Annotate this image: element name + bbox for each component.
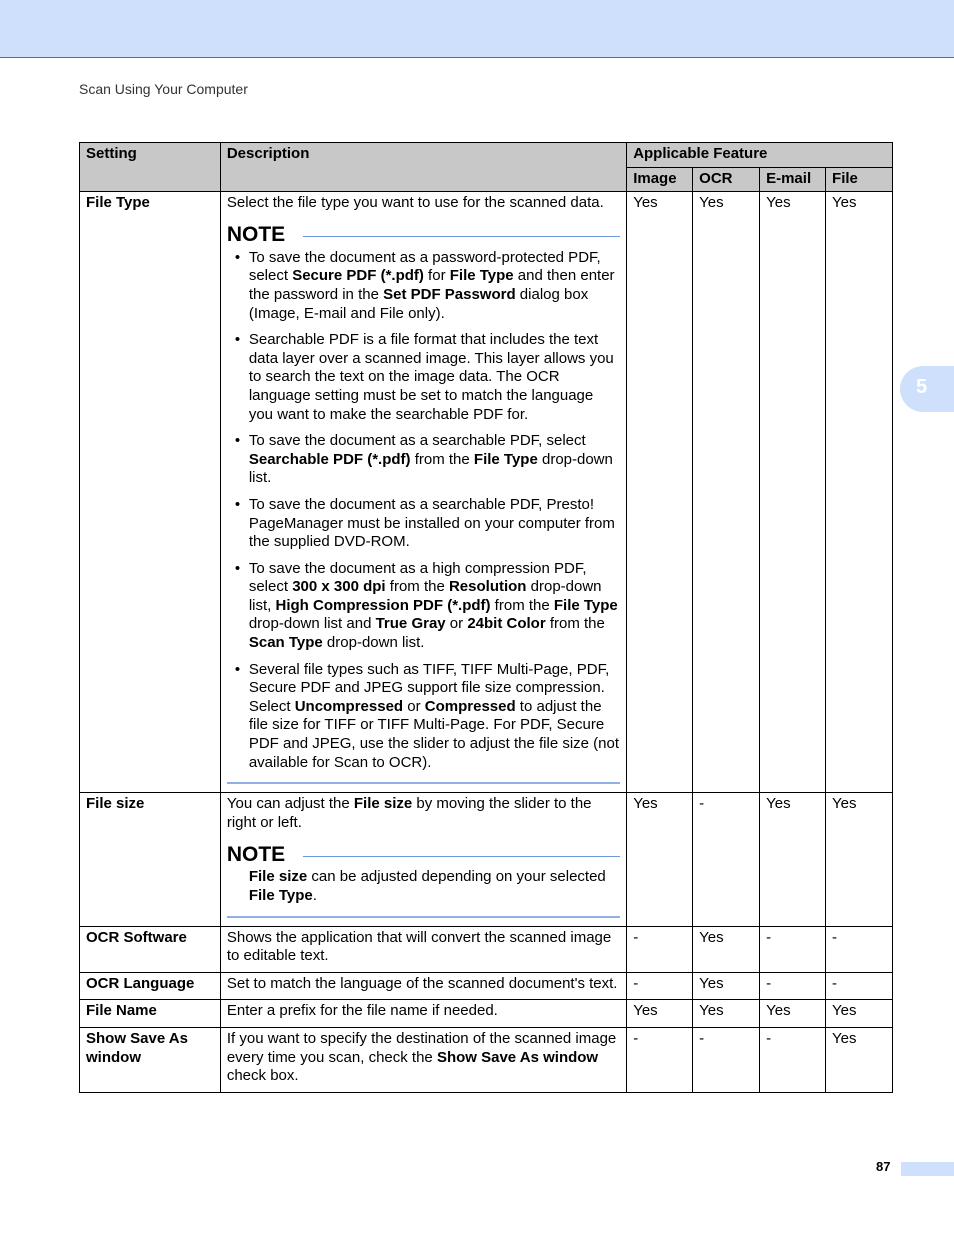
bold-term: File Type (248, 887, 313, 904)
image-cell: - (627, 926, 693, 972)
table-row (80, 926, 893, 972)
table-row (80, 1027, 893, 1092)
email-cell: Yes (760, 192, 826, 793)
ocr-cell: Yes (693, 972, 760, 1000)
header-description: Description (220, 143, 626, 192)
bold-term: 24bit Color (467, 615, 546, 633)
bold-term: Show Save As window (436, 1048, 599, 1066)
description-cell: Set to match the language of the scanned document's text. (220, 972, 626, 1000)
bold-term: File size (248, 868, 308, 886)
table-row (80, 793, 893, 926)
bold-term: True Gray (375, 615, 446, 633)
image-cell: - (627, 972, 693, 1000)
bold-term: 300 x 300 dpi (292, 578, 386, 596)
ocr-cell: Yes (693, 1000, 760, 1028)
file-cell: - (826, 972, 893, 1000)
bold-term: Searchable PDF (*.pdf) (248, 450, 411, 468)
ocr-cell: Yes (693, 192, 760, 793)
file-cell: Yes (826, 1000, 893, 1028)
setting-cell: File Type (80, 192, 221, 793)
note-block (227, 842, 620, 917)
email-cell: - (760, 972, 826, 1000)
bold-term: Scan Type (248, 634, 323, 652)
table-row (80, 972, 893, 1000)
description-cell (220, 793, 626, 926)
email-cell: Yes (760, 1000, 826, 1028)
chapter-number: 5 (916, 376, 928, 398)
description-cell: If you want to specify the destination of the scanned image every time you scan, check the Show Save As window check box. (220, 1027, 626, 1092)
note-header (227, 842, 620, 868)
note-item: • Searchable PDF is a file format that includes the text data layer over a scanned image. This layer allows you to search the text on the image data. The OCR language setting must be set to match the language you want to make the searchable PDF for. (227, 331, 620, 424)
file-cell: Yes (826, 1027, 893, 1092)
note-title: NOTE (226, 843, 286, 867)
bold-term: Uncompressed (294, 697, 404, 715)
description-text: Select the file type you want to use for the scanned data. (226, 194, 604, 212)
note-text: File size can be adjusted depending on your selected File Type. (248, 868, 606, 904)
note-item: • To save the document as a searchable PDF, select Searchable PDF (*.pdf) from the File Type drop-down list. (227, 432, 620, 488)
ocr-cell: Yes (693, 926, 760, 972)
image-cell: - (627, 1027, 693, 1092)
note-title: NOTE (226, 223, 286, 247)
bold-term: File Type (553, 596, 618, 614)
bold-term: Set PDF Password (383, 285, 516, 303)
email-cell: Yes (760, 793, 826, 926)
note-rule (303, 236, 620, 237)
setting-cell: Show Save As window (80, 1027, 221, 1092)
bold-term: Compressed (424, 697, 516, 715)
file-cell: Yes (826, 192, 893, 793)
note-rule (303, 856, 620, 857)
bold-term: File size (353, 795, 413, 813)
description-text: You can adjust the File size by moving the slider to the right or left. (226, 795, 592, 831)
page-number: 87 (876, 1159, 891, 1174)
bold-term: Resolution (448, 578, 527, 596)
description-cell (220, 192, 626, 793)
bold-term: Secure PDF (*.pdf) (292, 267, 424, 285)
header-email: E-mail (760, 167, 826, 192)
file-cell: - (826, 926, 893, 972)
email-cell: - (760, 926, 826, 972)
table-row (80, 1000, 893, 1028)
bold-term: File Type (473, 450, 538, 468)
note-block (227, 223, 620, 784)
setting-cell: OCR Software (80, 926, 221, 972)
bold-term: File Type (449, 267, 514, 285)
image-cell: Yes (627, 192, 693, 793)
setting-cell: File Name (80, 1000, 221, 1028)
note-item: • Several file types such as TIFF, TIFF Multi-Page, PDF, Secure PDF and JPEG support file size compression. Select Uncompressed or Compressed to adjust the file size for TIFF or TIFF Multi-Page. For PDF, Secure PDF and JPEG, use the slider to adjust the file size (not available for Scan to OCR). (227, 661, 620, 773)
note-item: • To save the document as a searchable PDF, Presto! PageManager must be installed on your computer from the supplied DVD-ROM. (227, 496, 620, 552)
settings-table (79, 142, 893, 1093)
breadcrumb: Scan Using Your Computer (79, 81, 248, 97)
chapter-tab[interactable] (900, 366, 954, 412)
description-cell: Shows the application that will convert the scanned image to editable text. (220, 926, 626, 972)
header-setting: Setting (80, 143, 221, 192)
email-cell: - (760, 1027, 826, 1092)
file-cell: Yes (826, 793, 893, 926)
header-band (0, 0, 954, 58)
header-applicable-feature: Applicable Feature (627, 143, 893, 168)
note-item: • To save the document as a high compression PDF, select 300 x 300 dpi from the Resolution drop-down list, High Compression PDF (*.pdf) from the File Type drop-down list and True Gray or 24bit Color from the Scan Type drop-down list. (227, 560, 620, 653)
setting-cell: OCR Language (80, 972, 221, 1000)
setting-cell: File size (80, 793, 221, 926)
bold-term: High Compression PDF (*.pdf) (275, 596, 491, 614)
header-file: File (826, 167, 893, 192)
header-image: Image (627, 167, 693, 192)
table-row (80, 192, 893, 793)
ocr-cell: - (693, 1027, 760, 1092)
note-list (227, 249, 620, 772)
ocr-cell: - (693, 793, 760, 926)
description-cell: Enter a prefix for the file name if needed. (220, 1000, 626, 1028)
note-header (227, 223, 620, 249)
note-item: • To save the document as a password-protected PDF, select Secure PDF (*.pdf) for File Type and then enter the password in the Set PDF Password dialog box (Image, E-mail and File only). (227, 249, 620, 323)
header-ocr: OCR (693, 167, 760, 192)
image-cell: Yes (627, 1000, 693, 1028)
image-cell: Yes (627, 793, 693, 926)
page-tab (901, 1162, 954, 1176)
